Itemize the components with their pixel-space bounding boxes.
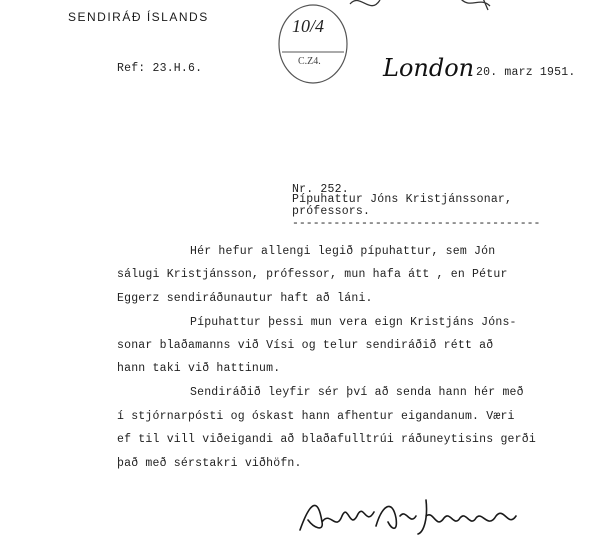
paragraph-3-line-4: það með sérstakri viðhöfn. <box>117 457 302 470</box>
paragraph-3-line-3: ef til vill viðeigandi að blaðafulltrúi ráðuneytisins gerði <box>117 433 536 446</box>
stamp-code: C.Z4. <box>298 56 321 67</box>
reference-number: Ref: 23.H.6. <box>117 62 203 75</box>
paragraph-3-line-1: Sendiráðið leyfir sér því að senda hann hér með <box>190 386 524 399</box>
paragraph-1-line-2: sálugi Kristjánsson, prófessor, mun hafa átt , en Pétur <box>117 268 508 281</box>
subject-rule: ------------------------------------ <box>292 217 541 230</box>
stamp-number: 10/4 <box>292 16 325 36</box>
letterhead-title: SENDIRÁÐ ÍSLANDS <box>68 10 209 24</box>
paragraph-3-line-2: í stjórnarpósti og óskast hann afhentur eigandanum. Væri <box>117 410 515 423</box>
handwriting-scrawl <box>340 0 500 24</box>
subject-number: Nr. 252. <box>292 183 349 196</box>
subject-line-1: Pípuhattur Jóns Kristjánssonar, <box>292 193 513 206</box>
signature <box>296 492 536 540</box>
subject-line-2: prófessors. <box>292 205 371 218</box>
received-stamp <box>276 2 350 86</box>
paragraph-1-line-3: Eggerz sendiráðunautur haft að láni. <box>117 292 373 305</box>
paragraph-1-line-1: Hér hefur allengi legið pípuhattur, sem Jón <box>190 245 496 258</box>
place: London <box>383 54 475 82</box>
date: 20. marz 1951. <box>476 66 576 79</box>
paragraph-2-line-2: sonar blaðamanns við Vísi og telur sendiráðið rétt að <box>117 339 494 352</box>
paragraph-2-line-1: Pípuhattur þessi mun vera eign Kristjáns Jóns- <box>190 316 517 329</box>
paragraph-2-line-3: hann taki við hattinum. <box>117 362 281 375</box>
